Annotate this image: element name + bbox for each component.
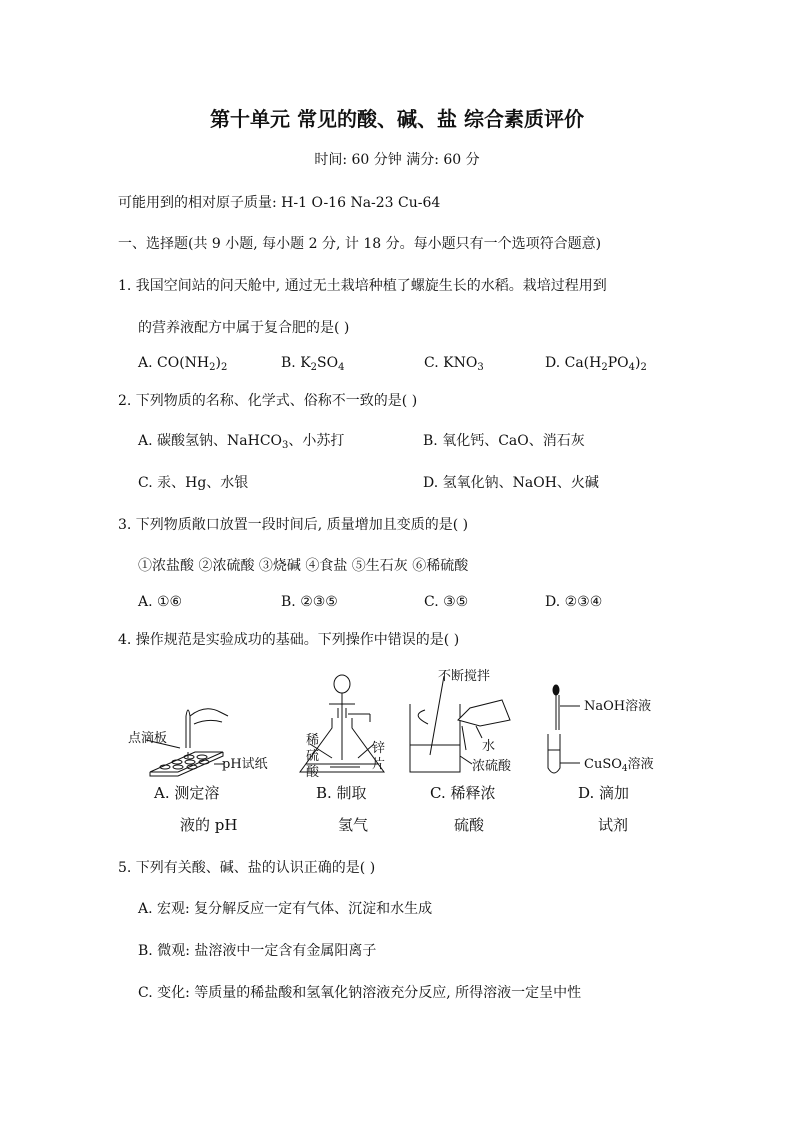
q1-option-b: B. $K_2SO_4$ <box>281 355 345 373</box>
caption-d-1: D. 滴加 <box>578 784 630 802</box>
caption-b-2: 氢气 <box>338 816 369 834</box>
caption-a-2: 液的 pH <box>180 816 238 834</box>
label-zinc-1: 锌 <box>372 741 386 756</box>
label-water: 水 <box>482 739 496 754</box>
label-dilute-acid-2: 硫 <box>306 749 320 764</box>
q3-option-b: B. ②③⑤ <box>281 594 338 610</box>
label-cuso4: CuSO$_4$溶液 <box>584 757 654 774</box>
label-ph-paper: pH试纸 <box>222 757 268 772</box>
caption-a-1: A. 测定溶 <box>154 784 220 802</box>
q2-option-d: D. 氢氧化钠、NaOH、火碱 <box>423 475 599 491</box>
q2-option-c: C. 汞、Hg、水银 <box>138 475 249 491</box>
q4-figures <box>110 660 690 840</box>
label-zinc-2: 片 <box>372 757 386 772</box>
caption-c-2: 硫酸 <box>454 816 485 834</box>
caption-d-2: 试剂 <box>598 816 629 834</box>
label-dilute-acid-3: 酸 <box>306 765 320 780</box>
q3-option-c: C. ③⑤ <box>424 594 469 610</box>
label-spot-plate: 点滴板 <box>128 731 168 746</box>
q1-option-a: A. $CO(NH_2)_2$ <box>138 355 228 373</box>
q5-option-b: B. 微观: 盐溶液中一定含有金属阳离子 <box>138 943 377 959</box>
q2-stem: 2. 下列物质的名称、化学式、俗称不一致的是( ) <box>118 393 418 409</box>
q5-option-a: A. 宏观: 复分解反应一定有气体、沉淀和水生成 <box>138 901 433 917</box>
label-naoh: NaOH溶液 <box>584 699 652 714</box>
q1-stem-line2: 的营养液配方中属于复合肥的是( ) <box>138 320 350 336</box>
q3-option-a: A. ①⑥ <box>138 594 183 610</box>
figure-c-beaker <box>410 676 510 772</box>
q1-stem-line1: 1. 我国空间站的问天舱中, 通过无土栽培种植了螺旋生长的水稻。栽培过程用到 <box>118 278 607 294</box>
q2-option-b: B. 氧化钙、CaO、消石灰 <box>423 433 585 449</box>
q5-option-c: C. 变化: 等质量的稀盐酸和氢氧化钠溶液充分反应, 所得溶液一定呈中性 <box>138 985 582 1001</box>
figure-d-test-tube <box>548 685 580 773</box>
q5-stem: 5. 下列有关酸、碱、盐的认识正确的是( ) <box>118 860 376 876</box>
q3-stem: 3. 下列物质敞口放置一段时间后, 质量增加且变质的是( ) <box>118 517 469 533</box>
time-info: 时间: 60 分钟 满分: 60 分 <box>314 152 480 168</box>
q2-option-a: A. 碳酸氢钠、NaHCO$_3$、小苏打 <box>138 433 345 451</box>
page-title: 第十单元 常见的酸、碱、盐 综合素质评价 <box>210 107 584 131</box>
section-heading: 一、选择题(共 9 小题, 每小题 2 分, 计 18 分。每小题只有一个选项符合题意) <box>118 236 602 252</box>
q3-option-d: D. ②③④ <box>545 594 603 610</box>
label-conc-acid: 浓硫酸 <box>472 759 512 774</box>
q3-items: ①浓盐酸 ②浓硫酸 ③烧碱 ④食盐 ⑤生石灰 ⑥稀硫酸 <box>138 558 469 574</box>
q4-stem: 4. 操作规范是实验成功的基础。下列操作中错误的是( ) <box>118 632 460 648</box>
label-dilute-acid-1: 稀 <box>306 733 320 748</box>
q1-option-d: D. $Ca(H_2PO_4)_2$ <box>545 355 647 373</box>
label-stir: 不断搅拌 <box>438 669 491 684</box>
caption-c-1: C. 稀释浓 <box>430 784 496 802</box>
caption-b-1: B. 制取 <box>316 784 367 802</box>
q1-option-c: C. $KNO_3$ <box>424 355 484 373</box>
atomic-masses: 可能用到的相对原子质量: H-1 O-16 Na-23 Cu-64 <box>118 195 441 211</box>
